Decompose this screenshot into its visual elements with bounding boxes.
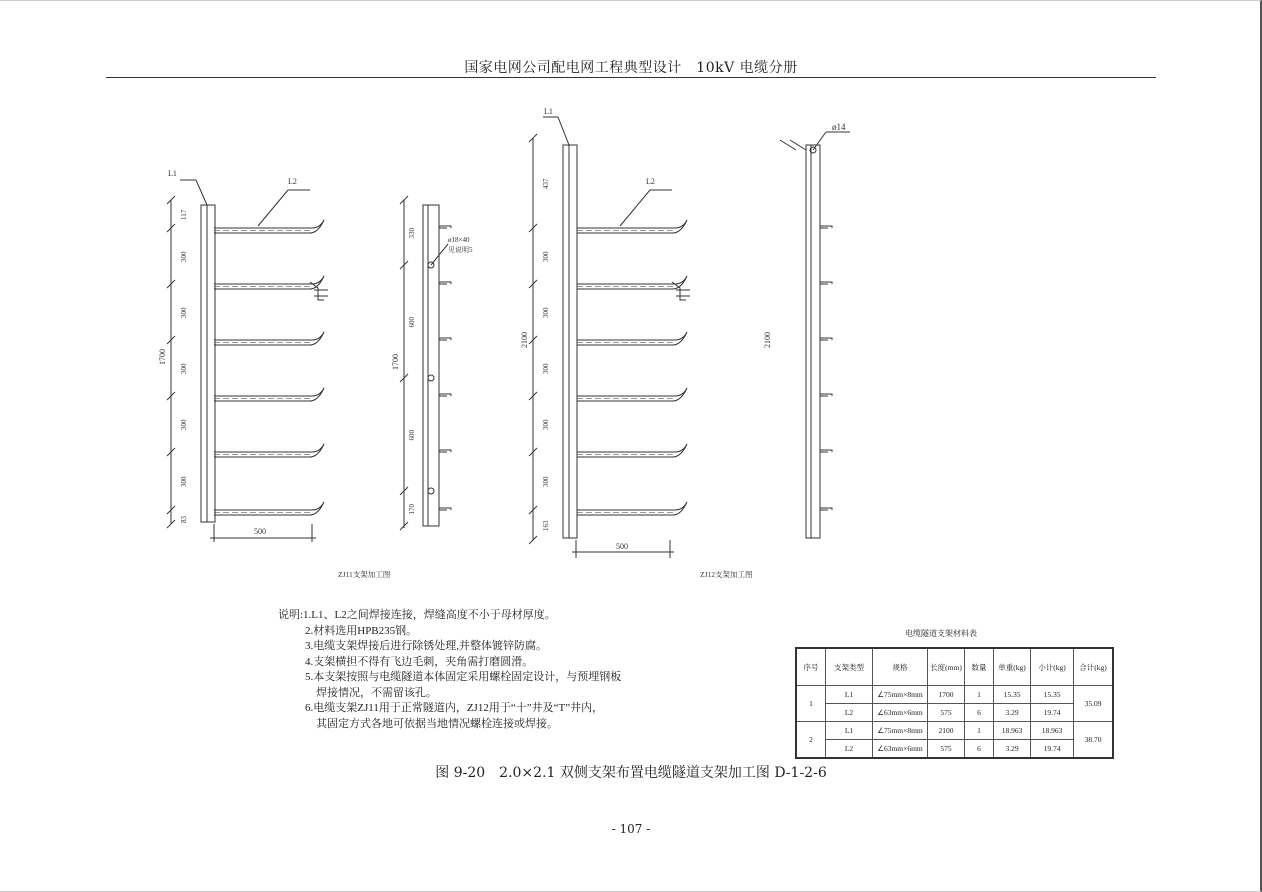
hole-note-1: ø18×40 (448, 236, 470, 244)
bracket-stub (439, 282, 451, 284)
zj11-front-view (167, 180, 328, 542)
dimension-label: 300 (180, 307, 188, 318)
bracket-stub (820, 508, 832, 510)
zj12-l2-label: L2 (646, 177, 655, 186)
bracket-stub (820, 226, 832, 228)
cell: 3.29 (994, 740, 1031, 759)
bracket-stub (439, 508, 451, 510)
cell: ∠63mm×6mm (873, 704, 928, 722)
dimension-label: 437 (542, 178, 550, 189)
cell-no: 1 (796, 686, 826, 722)
th-unit-weight: 单重(kg) (994, 648, 1031, 686)
cell-no: 2 (796, 722, 826, 759)
note-5b: 焊接情况，不需留该孔。 (316, 686, 437, 699)
bracket-stub (439, 338, 451, 340)
cell: 6 (965, 740, 994, 759)
cell: L1 (826, 722, 873, 740)
cross-arm-l2 (577, 444, 687, 457)
dimension-label: 170 (408, 504, 416, 515)
cell: 15.35 (1031, 686, 1074, 704)
cell: ∠63mm×6mm (873, 740, 928, 759)
dimension-label: 117 (180, 209, 188, 220)
zj11-upright-l1 (201, 205, 215, 522)
cross-arm-l2 (214, 444, 324, 457)
cell: L2 (826, 740, 873, 759)
th-spec: 规格 (873, 648, 928, 686)
zj11-side-view (400, 196, 451, 530)
note-1: 说明:1.L1、L2之间焊接连接，焊缝高度不小于母材厚度。 (278, 609, 556, 621)
bracket-stub (439, 394, 451, 396)
cell: 19.74 (1031, 704, 1074, 722)
table-row (796, 704, 1113, 722)
zj12-side-view (780, 132, 850, 538)
cross-arm-l2 (577, 276, 687, 289)
dimension-label: 600 (408, 430, 416, 441)
cross-arm-l2 (214, 220, 324, 233)
note-5: 5.本支架按照与电缆隧道本体固定采用螺栓固定设计，与预埋钢板 (305, 671, 622, 683)
table-row (796, 722, 1113, 740)
cell: 6 (965, 704, 994, 722)
cell-total: 35.09 (1074, 686, 1114, 722)
zj12-height-dim: 2100 (520, 332, 529, 348)
note-6: 6.电缆支架ZJ11用于正常隧道内，ZJ12用于“十”井及“T”井内， (305, 702, 604, 714)
bracket-stub (820, 450, 832, 452)
cell: ∠75mm×8mm (873, 722, 928, 740)
dimension-label: 300 (542, 419, 550, 430)
dimension-label: 300 (180, 476, 188, 487)
zj11-l2-label: L2 (288, 177, 297, 186)
dimension-label: 300 (180, 363, 188, 374)
cell: 2100 (928, 722, 965, 740)
zj12-arms (529, 134, 687, 544)
dimension-label: 300 (542, 251, 550, 262)
cell: 1700 (928, 686, 965, 704)
dimension-label: 83 (180, 516, 188, 523)
figure-caption: 图 9-20 2.0×2.1 双侧支架布置电缆隧道支架加工图 D-1-2-6 (435, 765, 827, 781)
cell-total: 38.70 (1074, 722, 1114, 759)
cell: 19.74 (1031, 740, 1074, 759)
zj12-upright-l1 (563, 145, 577, 538)
cell: L2 (826, 704, 873, 722)
cross-arm-l2 (214, 276, 324, 289)
zj11-title: ZJ11支架加工图 (338, 570, 391, 579)
dimension-label: 300 (542, 363, 550, 374)
dimension-label: 300 (542, 476, 550, 487)
bracket-stub (820, 394, 832, 396)
dimension-label: 330 (408, 228, 416, 239)
th-no: 序号 (796, 648, 826, 686)
zj12-front-view (529, 117, 690, 558)
bolt-hole (428, 375, 434, 381)
dimension-label: 300 (180, 419, 188, 430)
cross-arm-l2 (577, 502, 687, 515)
note-2: 2.材料选用HPB235钢。 (305, 624, 418, 637)
cell: 3.29 (994, 704, 1031, 722)
zj11-l1-label: L1 (168, 169, 177, 178)
note-6b: 其固定方式各地可依据当地情况螺栓连接或焊接。 (316, 717, 558, 730)
zj12-title: ZJ12支架加工图 (700, 570, 753, 579)
cell: 575 (928, 740, 965, 759)
material-table (795, 647, 1114, 759)
cell: 1 (965, 722, 994, 740)
zj11-arms (214, 220, 324, 515)
table-row (796, 740, 1113, 759)
th-qty: 数量 (965, 648, 994, 686)
cross-arm-l2 (577, 220, 687, 233)
cross-arm-l2 (214, 332, 324, 345)
th-length: 长度(mm) (928, 648, 965, 686)
bracket-stub (820, 338, 832, 340)
dimension-label: 300 (542, 307, 550, 318)
table-row (796, 686, 1113, 704)
cell: 15.35 (994, 686, 1031, 704)
th-type: 支架类型 (826, 648, 873, 686)
cross-arm-l2 (214, 502, 324, 515)
bracket-stub (439, 226, 451, 228)
table-title: 电缆隧道支架材料表 (905, 629, 977, 638)
note-4: 4.支架横担不得有飞边毛刺，夹角需打磨圆滑。 (305, 655, 534, 668)
notes (278, 608, 621, 732)
cross-arm-l2 (577, 388, 687, 401)
cell: 575 (928, 704, 965, 722)
bracket-stub (439, 450, 451, 452)
dimension-label: 300 (180, 251, 188, 262)
page-number: - 107 - (611, 822, 651, 836)
note-3: 3.电缆支架焊接后进行除锈处理,并整体镀锌防腐。 (305, 640, 547, 652)
dimension-label: 600 (408, 317, 416, 328)
zj12-side-height-dim: 2100 (763, 332, 772, 348)
cell: 1 (965, 686, 994, 704)
cross-arm-l2 (214, 388, 324, 401)
cell: ∠75mm×8mm (873, 686, 928, 704)
dimension-label: 163 (542, 520, 550, 531)
zj11-side-height-dim: 1700 (391, 354, 400, 370)
th-subtotal: 小计(kg) (1031, 648, 1074, 686)
bracket-stub (820, 282, 832, 284)
th-total: 合计(kg) (1074, 648, 1114, 686)
zj11-height-dim: 1700 (158, 349, 167, 365)
zj12-width-dim: 500 (616, 542, 628, 551)
cross-arm-l2 (577, 332, 687, 345)
cell: L1 (826, 686, 873, 704)
hole-note-2: 见说明5 (448, 246, 473, 254)
zj11-width-dim: 500 (254, 527, 266, 536)
zj12-l1-label: L1 (544, 107, 553, 116)
zj12-hole-label: ø14 (832, 122, 846, 132)
cell: 18.963 (1031, 722, 1074, 740)
table-header-row (796, 648, 1113, 686)
bolt-hole (428, 488, 434, 494)
cell: 18.963 (994, 722, 1031, 740)
page-header: 国家电网公司配电网工程典型设计 10kV 电缆分册 (464, 60, 798, 76)
